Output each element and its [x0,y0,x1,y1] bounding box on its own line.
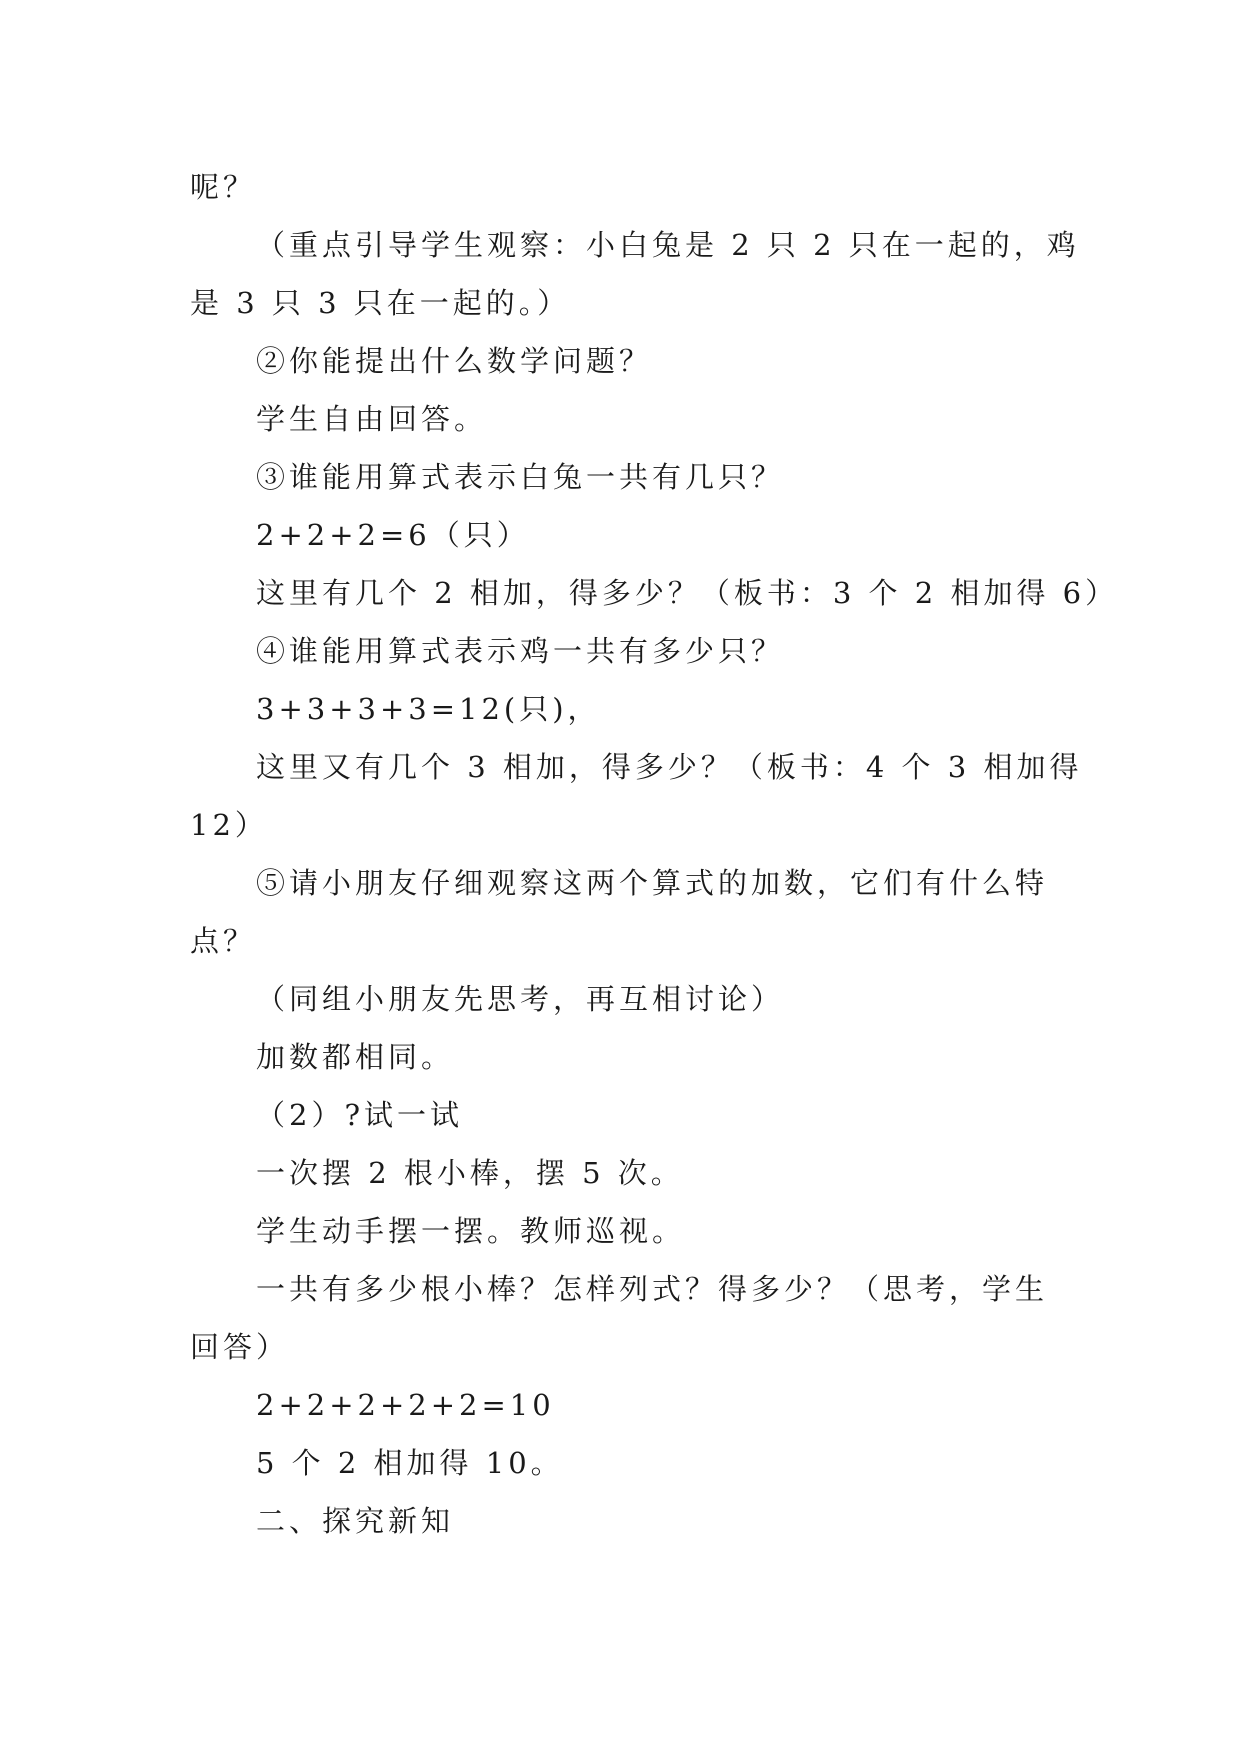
text-line: 是 3 只 3 只在一起的。） [190,286,571,320]
document-body [190,158,1119,1550]
text-line: 学生动手摆一摆。教师巡视。 [256,1214,686,1248]
text-line: ②你能提出什么数学问题？ [256,344,653,378]
text-line: 学生自由回答。 [256,402,488,436]
text-line: 加数都相同。 [256,1040,455,1074]
text-line: （重点引导学生观察：小白兔是 2 只 2 只在一起的，鸡 [256,228,1080,262]
text-line: 这里又有几个 3 相加，得多少？（板书：4 个 3 相加得 [256,750,1083,784]
text-line: 二、探究新知 [256,1504,455,1538]
text-line: ④谁能用算式表示鸡一共有多少只？ [256,634,785,668]
text-line: （同组小朋友先思考，再互相讨论） [256,982,785,1016]
text-line: ⑤请小朋友仔细观察这两个算式的加数，它们有什么特 [256,866,1049,900]
text-line: ③谁能用算式表示白兔一共有几只？ [256,460,785,494]
text-line: 5 个 2 相加得 10。 [256,1446,564,1480]
text-line: 这里有几个 2 相加，得多少？（板书：3 个 2 相加得 6） [256,576,1119,610]
text-line: 12） [190,808,268,842]
text-line: 呢？ [190,170,257,204]
text-line: 一次摆 2 根小棒，摆 5 次。 [256,1156,684,1190]
text-line: 点？ [190,924,257,958]
text-line: 2+2+2=6（只） [256,518,530,552]
text-line: 回答） [190,1330,290,1364]
text-line: 2+2+2+2+2=10 [256,1388,555,1422]
text-line: 一共有多少根小棒？怎样列式？得多少？（思考，学生 [256,1272,1049,1306]
text-line: （2）?试一试 [256,1098,463,1132]
text-line: 3+3+3+3=12(只)， [256,692,601,726]
